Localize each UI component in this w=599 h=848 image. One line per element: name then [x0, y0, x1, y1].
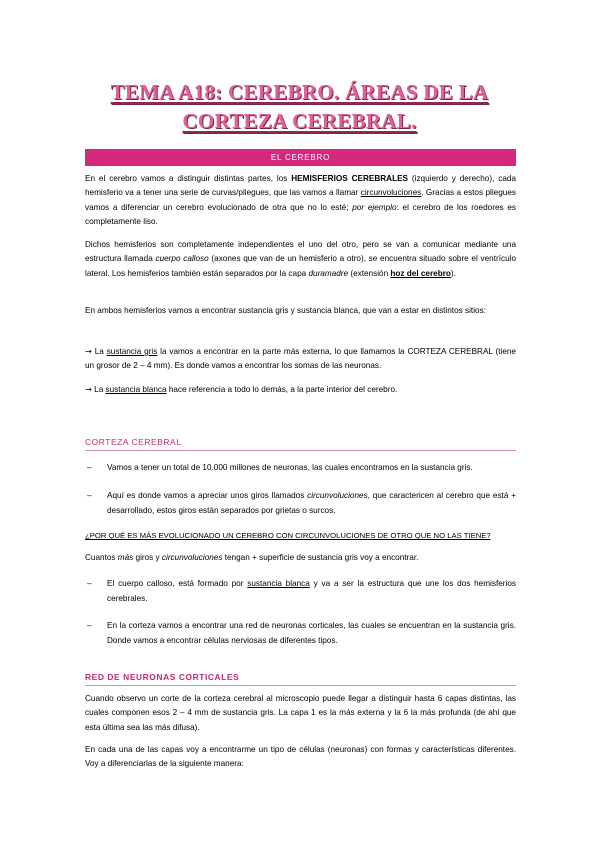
page-title [0, 78, 599, 136]
paragraph-cuantos-giros: Cuantos más giros y circunvoluciones tengan + superficie de sustancia gris voy a encontrar. [85, 553, 419, 562]
section-banner-el-cerebro: EL CEREBRO [85, 149, 516, 166]
title-line-2: CORTEZA CEREBRAL. [182, 109, 417, 133]
bullet-circunvoluciones: – Aquí es donde vamos a apreciar unos giros llamados circunvoluciones, que caractericen al cerebro que está + desarrollado, estos giros están separados por grietas o surcos. [85, 488, 516, 518]
bullet-cuerpo-calloso: – El cuerpo calloso, está formado por sustancia blanca y va a ser la estructura que une los dos hemisferios cerebrales. [85, 576, 516, 606]
paragraph-cuerpo-calloso: Dichos hemisferios son completamente independientes el uno del otro, pero se van a comunicar mediante una estructura llamada cuerpo calloso (axones que van de un hemisferio a otro), se encuentra situado sobre el ventrículo lateral. Los hemisferios también están separados por la capa duramadre (extensión hoz del cerebro). [85, 240, 516, 278]
bullet-dash: – [87, 463, 92, 472]
bullet-red-neuronas: – En la corteza vamos a encontrar una red de neuronas corticales, las cuales se encuentran en la sustancia gris. Donde vamos a encontrar células nerviosas de diferentes tipos. [85, 618, 516, 648]
title-line-1: TEMA A18: CEREBRO. ÁREAS DE LA [110, 80, 489, 104]
paragraph-sustancia-blanca: → La sustancia blanca hace referencia a todo lo demás, a la parte interior del cerebro. [85, 384, 398, 394]
paragraph-hemisferios: En el cerebro vamos a distinguir distintas partes, los HEMISFERIOS CEREBRALES (izquierdo y derecho), cada hemisferio va a tener una serie de curvas/pliegues, que las vamos a llamar circunvoluciones. Gracias a estos pliegues vamos a diferenciar un cerebro evolucionado de otra que no lo esté; por ejemplo: el cerebro de los roedores es completamente liso. [85, 174, 517, 226]
paragraph-sustancias: En ambos hemisferios vamos a encontrar sustancia gris y sustancia blanca, que van a estar en distintos sitios: [85, 306, 486, 315]
paragraph-sustancia-gris: → La sustancia gris la vamos a encontrar en la parte más externa, lo que llamamos la CORTEZA CEREBRAL (tiene un grosor de 2 – 4 mm). Es donde vamos a encontrar los somas de las neuronas. [85, 346, 516, 371]
bullet-dash: – [87, 579, 92, 588]
bullet-neuronas: – Vamos a tener un total de 10.000 millones de neuronas, las cuales encontramos en la sustancia gris. [85, 460, 516, 475]
question-heading: ¿POR QUÉ ES MÁS EVOLUCIONADO UN CEREBRO CON CIRCUNVOLUCIONES DE OTRO QUE NO LAS TIENE? [85, 531, 491, 540]
section-heading-red-neuronas: RED DE NEURONAS CORTICALES [85, 671, 516, 686]
paragraph-tipos-celulas: En cada una de las capas voy a encontrarme un tipo de células (neuronas) con formas y características diferentes. Voy a diferenciarlas de la siguiente manera: [85, 745, 516, 769]
section-heading-corteza-cerebral: CORTEZA CEREBRAL [85, 436, 516, 451]
bullet-dash: – [87, 491, 92, 500]
paragraph-capas: Cuando observo un corte de la corteza cerebral al microscopio puede llegar a distinguir hasta 6 capas distintas, las cuales componen esos 2 – 4 mm de sustancia gris. La capa 1 es la más externa y la 6 la más profunda (de ahí que esta última sea las más difusa). [85, 694, 516, 732]
bullet-dash: – [87, 621, 92, 630]
